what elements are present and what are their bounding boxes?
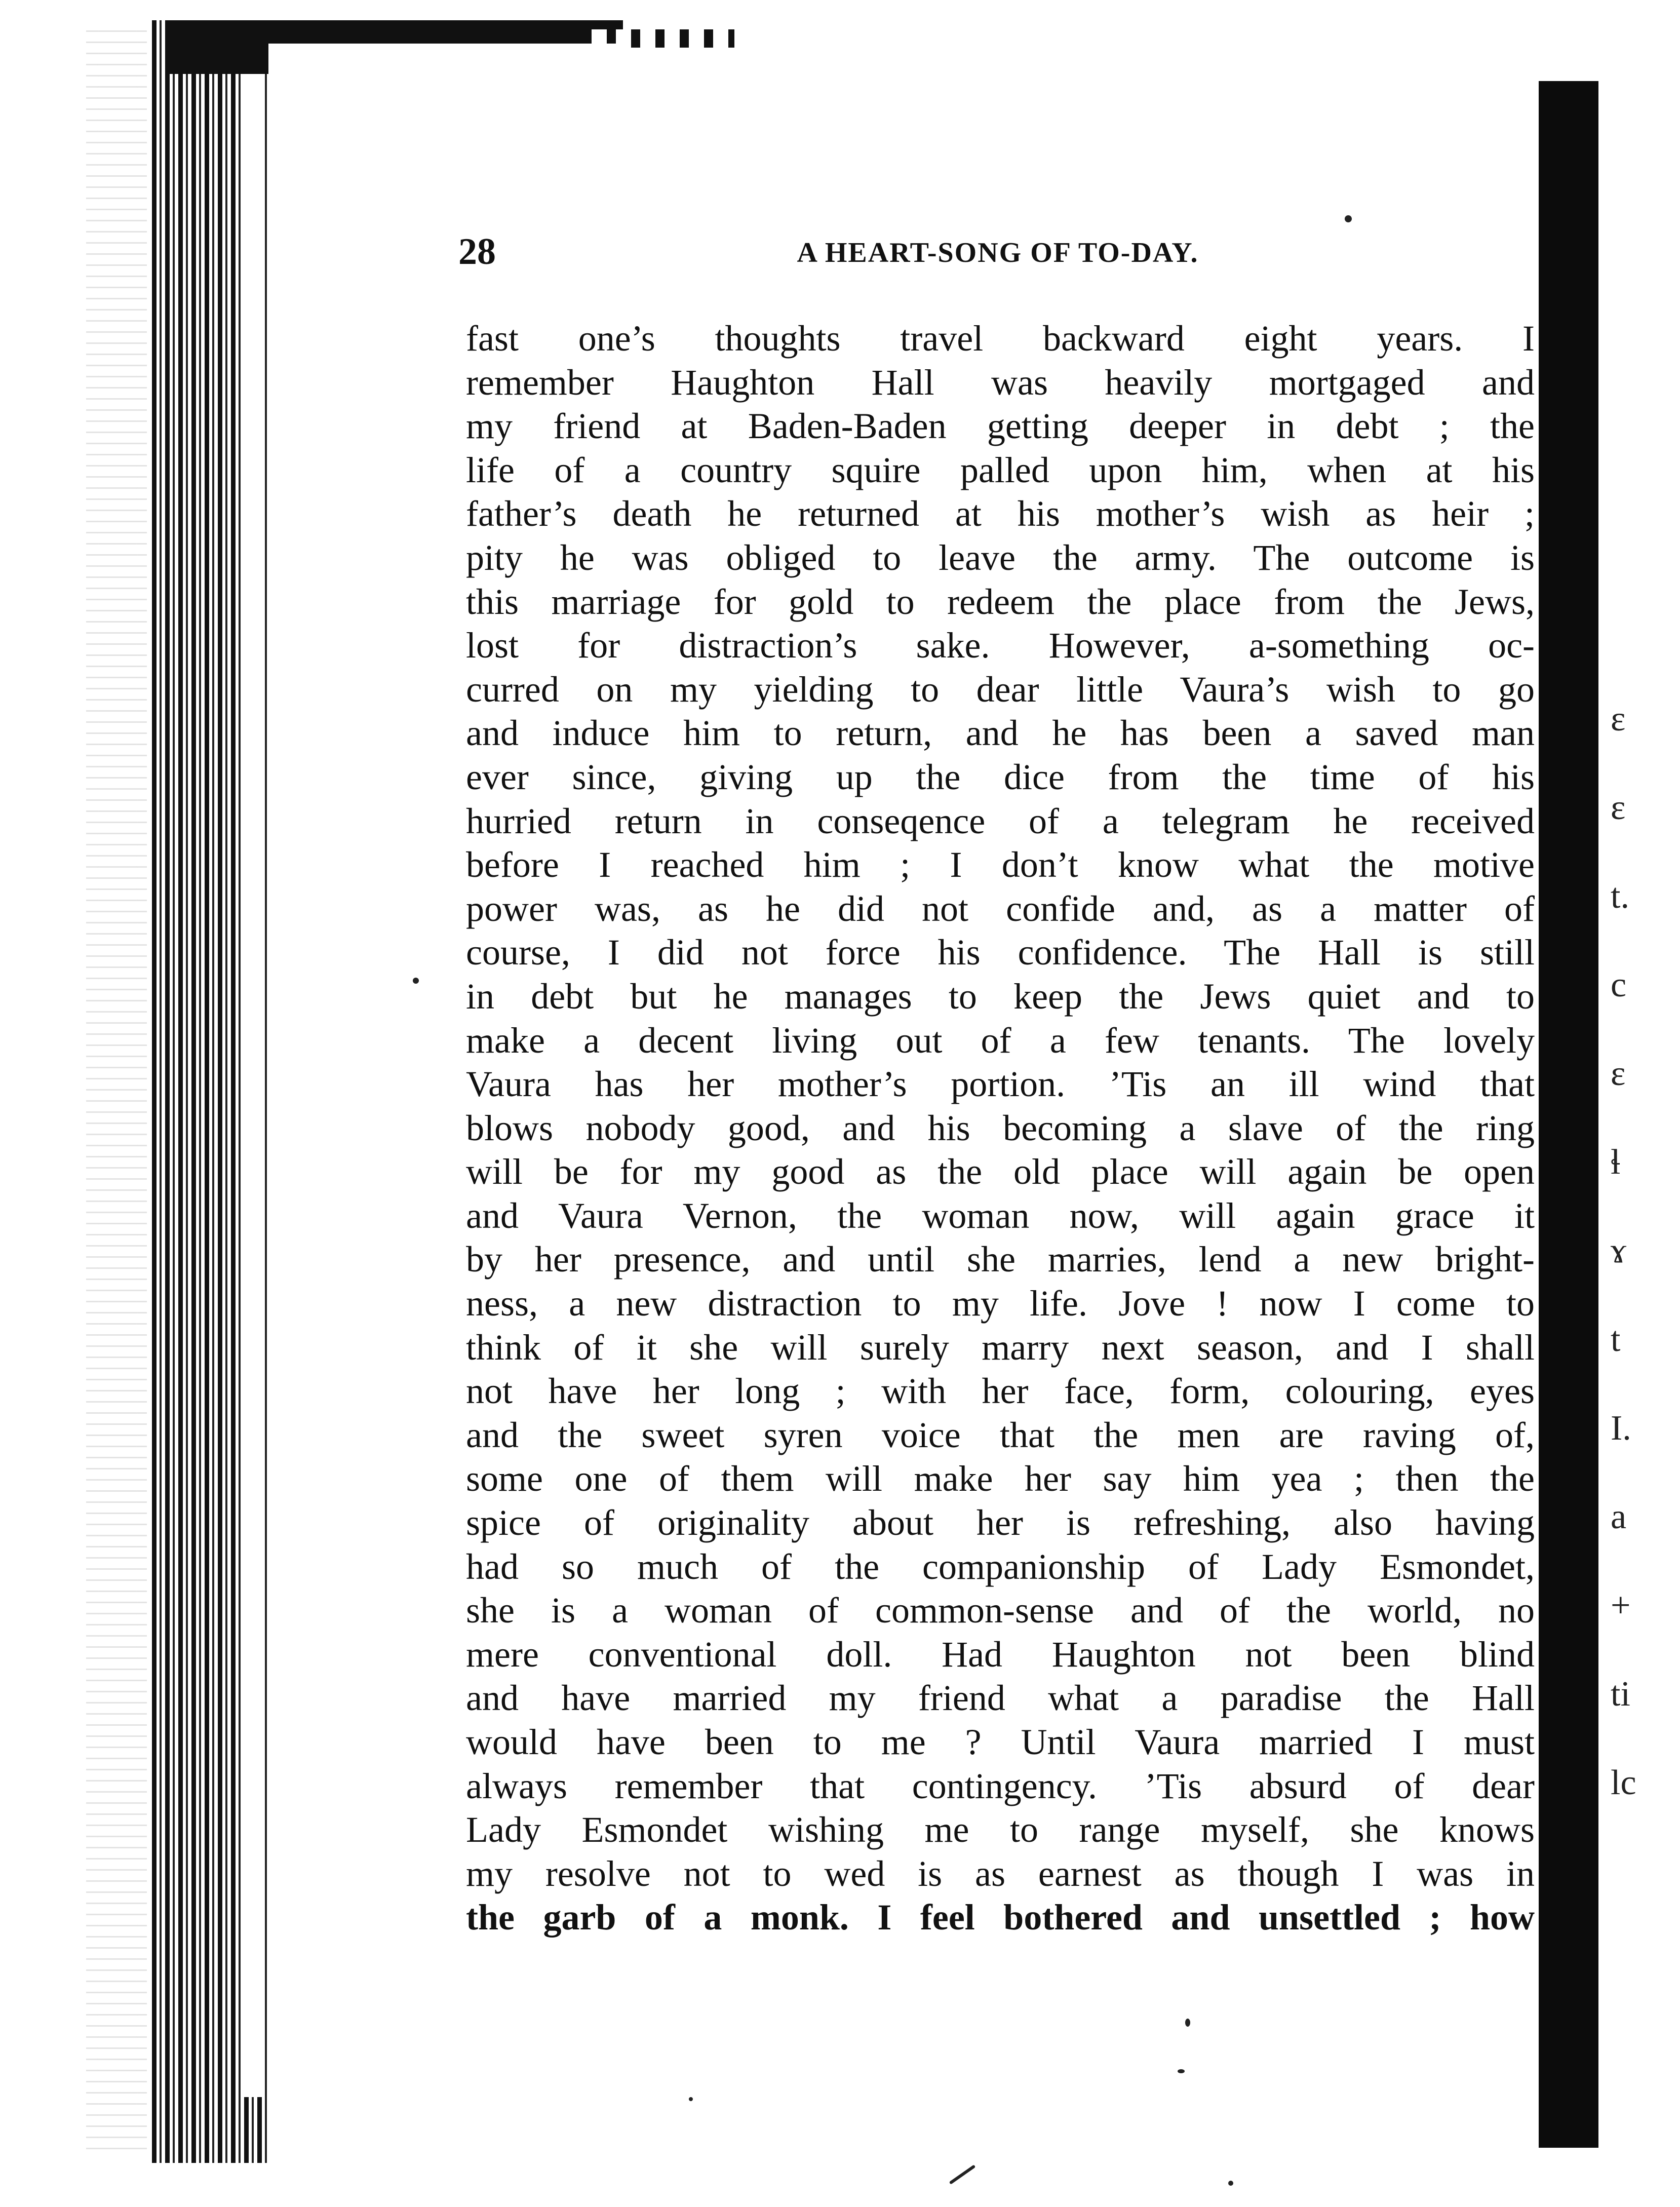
text-line: make a decent living out of a few tenants. The lovely [466, 1020, 1535, 1061]
facing-page-edge [1539, 81, 1598, 2148]
page-number: 28 [458, 231, 496, 273]
text-line: before I reached him ; I don’t know what the motive [466, 844, 1535, 885]
scan-corner-gap [269, 44, 623, 74]
margin-fragment: ɤ [1611, 1231, 1627, 1270]
body-text [466, 317, 1535, 1940]
scan-speck [1228, 2181, 1233, 2186]
text-line: always remember that contingency. ’Tis absurd of dear [466, 1765, 1535, 1806]
text-line: lost for distraction’s sake. However, a-something oc- [466, 625, 1535, 666]
margin-fragment: lc [1611, 1763, 1636, 1802]
text-line: will be for my good as the old place will again be open [466, 1151, 1535, 1192]
text-line: in debt but he manages to keep the Jews quiet and to [466, 976, 1535, 1017]
text-line: my friend at Baden-Baden getting deeper in debt ; the [466, 406, 1535, 447]
text-line: ever since, giving up the dice from the time of his [466, 756, 1535, 797]
page-header [458, 230, 1537, 276]
text-line: hurried return in conseqence of a telegram he received [466, 800, 1535, 841]
margin-fragment: I. [1611, 1409, 1631, 1448]
margin-fragment: + [1611, 1586, 1631, 1625]
text-line: this marriage for gold to redeem the place from the Jews, [466, 581, 1535, 622]
text-line: mere conventional doll. Had Haughton not been blind [466, 1634, 1535, 1675]
text-line: think of it she will surely marry next season, and I shall [466, 1327, 1535, 1368]
scan-corner [167, 44, 268, 74]
text-line: would have been to me ? Until Vaura married I must [466, 1722, 1535, 1762]
text-line: some one of them will make her say him yea ; then the [466, 1458, 1535, 1499]
scan-speck [689, 2097, 693, 2101]
text-line: and have married my friend what a paradise the Hall [466, 1678, 1535, 1719]
text-line: the garb of a monk. I feel bothered and unsettled ; how [466, 1897, 1535, 1938]
text-line: and induce him to return, and he has been a saved man [466, 713, 1535, 754]
text-line: life of a country squire palled upon him, when at his [466, 449, 1535, 490]
text-line: she is a woman of common-sense and of the world, no [466, 1590, 1535, 1631]
facing-page-fragments [1611, 699, 1661, 2016]
scan-top-edge [167, 20, 623, 44]
text-line: and the sweet syren voice that the men are raving of, [466, 1414, 1535, 1455]
text-line: spice of originality about her is refreshing, also having [466, 1502, 1535, 1543]
margin-fragment: t [1611, 1320, 1621, 1359]
margin-fragment: t. [1611, 877, 1629, 916]
margin-fragment: ɛ [1611, 1054, 1626, 1093]
text-line: by her presence, and until she marries, lend a new bright- [466, 1239, 1535, 1280]
margin-fragment: ɛ [1611, 700, 1626, 739]
text-line: and Vaura Vernon, the woman now, will again grace it [466, 1195, 1535, 1236]
scan-speck [413, 978, 419, 984]
scan-speck [1178, 2069, 1185, 2073]
binding-shadow [86, 30, 147, 2158]
text-line: Lady Esmondet wishing me to range myself, she knows [466, 1809, 1535, 1850]
binding-gutter [243, 71, 263, 2097]
text-line: curred on my yielding to dear little Vaura’s wish to go [466, 669, 1535, 710]
margin-fragment: c [1611, 965, 1627, 1004]
text-line: pity he was obliged to leave the army. The outcome is [466, 537, 1535, 578]
scan-speck [949, 2164, 976, 2184]
text-line: not have her long ; with her face, form, colouring, eyes [466, 1371, 1535, 1412]
scan-speck [1185, 2019, 1190, 2027]
margin-fragment: ɛ [1611, 788, 1626, 827]
text-line: Vaura has her mother’s portion. ’Tis an ill wind that [466, 1064, 1535, 1105]
text-line: fast one’s thoughts travel backward eight years. I [466, 318, 1535, 359]
text-line: remember Haughton Hall was heavily mortgaged and [466, 362, 1535, 403]
margin-fragment: a [1611, 1497, 1627, 1536]
text-line: power was, as he did not confide and, as a matter of [466, 888, 1535, 929]
text-line: my resolve not to wed is as earnest as though I was in [466, 1853, 1535, 1894]
scan-speck [1345, 215, 1352, 222]
text-line: blows nobody good, and his becoming a slave of the ring [466, 1107, 1535, 1148]
margin-fragment: ɬ [1611, 1143, 1621, 1182]
text-line: course, I did not force his confidence. The Hall is still [466, 932, 1535, 973]
margin-fragment: ti [1611, 1675, 1630, 1714]
running-head: A HEART-SONG OF TO-DAY. [797, 237, 1199, 268]
text-line: ness, a new distraction to my life. Jove ! now I come to [466, 1283, 1535, 1324]
text-line: had so much of the companionship of Lady Esmondet, [466, 1546, 1535, 1587]
text-line: father’s death he returned at his mother’s wish as heir ; [466, 493, 1535, 534]
